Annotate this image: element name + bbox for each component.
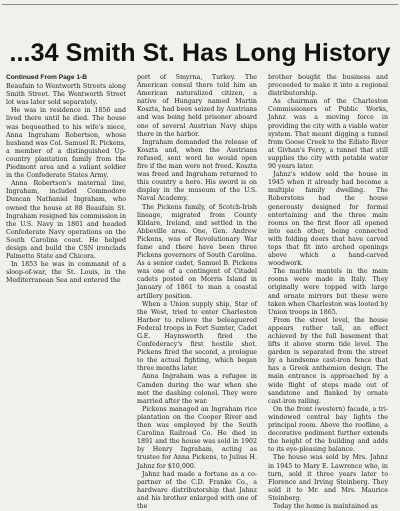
- paragraph: brother bought the business and proceeded to make it into a regional distributorship.: [268, 74, 388, 98]
- paragraph: He was in residence in 1856 and lived there until he died. The house was bequeathed to his wife's niece, Anna Ingraham Robertson, whose husband was Col. Samuel R. Pickens, a member of a distinguished Up-country plantation family from the Piedmont area and a valiant soldier in the Confederate States Army.: [6, 107, 126, 180]
- paragraph: The Pickens family, of Scotch-Irish lineage, migrated from County Kildare, Ireland, and settled in the Abbeville area. One, Gen. Andrew Pickens, was of Revolutionary War fame and there have been three Pickens governors of South Carolina. As a senior cadet, Samuel B. Pickens was one of a contingent of Citadel cadets posted on Morris Island in January of 1861 to man a coastal artillery position.: [137, 203, 257, 300]
- paragraph: Jahnz had made a fortune as a co-partner of the C.D. Franke Co., a hardware distributorship that Jahnz and his brother enlarged with one of the: [137, 470, 257, 510]
- paragraph: On the front (western) facade, a tri-windowed central bay lights the principal room. Above the roofline, a decorative pediment further extends the height of the building and adds to its eye-pleasing balance.: [268, 405, 388, 454]
- article-column-1: [6, 74, 126, 285]
- paragraph: When a Union supply ship, Star of the West, tried to enter Charleston Harbor to relieve the beleaguered Federal troops in Fort Sumter, Cadet G.E. Haynsworth fired the Confederacy's first hostile shot. Pickens fired the second, a prologue to the actual fighting, which began three months later.: [137, 300, 257, 373]
- article-column-2: [137, 74, 257, 511]
- paragraph: Jahnz's widow sold the house in 1945 when it already had become a multiple family dwelling. The Roberstons had the house generously designed for formal entertaining and the three main rooms on the first floor all opened into each other, being connected with folding doors that have carved tops that fit into arched openings above which a hand-carved woodwork.: [268, 171, 388, 268]
- article-column-3: [268, 74, 388, 511]
- paragraph: Beaufain to Wentworth Streets along Smith Street. The Wentworth Street lot was later sold separately.: [6, 83, 126, 107]
- paragraph: The house was sold by Mrs. Jahnz in 1945 to Mary E. Lawrence who, in turn, sold it three years later to Florence and Irving Steinberg. They sold it to Mr. and Mrs. Maurice Steinberg.: [268, 454, 388, 502]
- paragraph: port of Smyrna, Turkey. The American consul there told him an American naturalized citizen, a native of Hungary named Martin Koszta, had been seized by Austrians and was being held prisoner aboard one of several Austrian Navy ships there in the harbor.: [137, 74, 257, 138]
- paragraph: Ingraham demanded the release of Koszta and, when the Austrians refused, sent word he would open fire if the man were not freed. Koszta was freed and Ingraham returned to this country a hero. His sword is on display in the museum of the U.S. Naval Academy.: [137, 138, 257, 203]
- paragraph: In 1853 he was in command of a sloop-of-war, the St. Louis, in the Mediterranean Sea and entered the: [6, 261, 126, 285]
- paragraph: Anna Robertson's maternal line, Ingraham, included Commodore Duncan Nathaniel Ingraham, who owned the house at 88 Beaufain St. Ingraham resigned his commission in the U.S. Navy in 1861 and headed Confederate Navy operations on the South Carolina coast. He helped design and build the CSN ironclads Palmetto State and Chicora.: [6, 180, 126, 261]
- top-rule: [2, 4, 398, 5]
- paragraph: As chairman of the Charleston Commissioners of Public Works, Jahnz was a moving force in providing the city with a viable water system. That meant digging a tunnel from Goose Creek to the Edisto River at Givhan's Ferry, a tunnel that still supplies the city with potable water 90 years later.: [268, 98, 388, 171]
- paragraph: Anna Ingraham was a refugee in Camden during the war when she met the dashing colonel. They were married after the war.: [137, 373, 257, 405]
- paragraph: From the street level, the house appears rather tall, an effect achieved by the full basement that lifts it above storm tide level. The garden is separated from the street by a handsome cast-iron fence that has a Greek anthemion design. The main entrance is approached by a wide flight of steps made out of sandstone and flanked by ornate cast-iron railing.: [268, 316, 388, 405]
- paragraph: Today the home is maintained as: [273, 502, 378, 510]
- continued-from-label: Continued From Page 1-B: [6, 74, 87, 81]
- paragraph: Pickens managed an Ingraham rice plantation on the Cooper River and then was employed by the South Carolina Railroad Co. He died in 1891 and the house was sold in 1902 by Henry Ingraham, acting as trustee for Anna Pickens, to Julius H. Jahnz for $10,000.: [137, 405, 257, 470]
- paragraph: The marble mantels in the main rooms were made in Italy. They originally were topped with large and ornate mirrors but these were taken when Charleston was looted by Union troops in 1865.: [268, 268, 388, 316]
- article-headline: ...34 Smith St. Has Long History: [9, 39, 391, 67]
